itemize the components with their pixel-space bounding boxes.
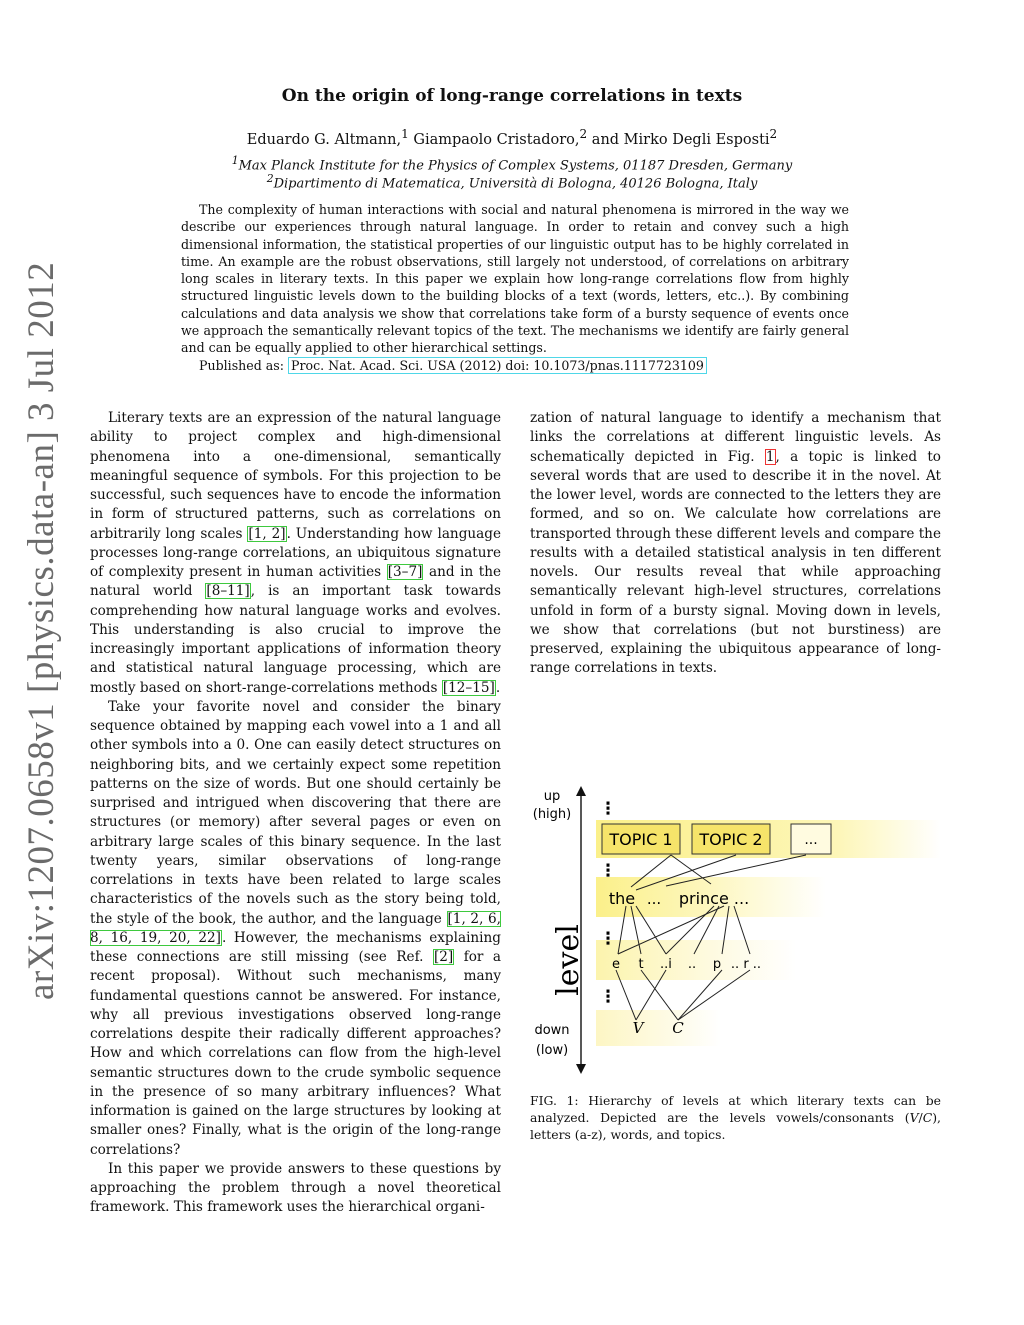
caption-text-2: ), letters (a-z), words, and topics. bbox=[530, 1110, 941, 1142]
letter-t: t bbox=[638, 957, 644, 972]
axis-down-label: down bbox=[534, 1023, 570, 1038]
author-3: and Mirko Degli Esposti bbox=[591, 131, 770, 148]
hierarchy-diagram bbox=[526, 782, 946, 1082]
paper-title: On the origin of long-range correlations in texts bbox=[281, 86, 743, 106]
author-list bbox=[0, 127, 1024, 148]
letter-i: ..i bbox=[660, 957, 672, 972]
abstract-text: The complexity of human interactions with social and natural phenomena is mirrored in the way we describe our experiences through natural language. In order to retain and convey such a high dimensional information, the statistical properties of our linguistic output has to be highly correlated in time. An example are the robust observations, still largely not understood, of correlations on arbitrary long scales in literary texts. In this paper we explain how long-range correlations flow from highly structured linguistic levels down to the building blocks of a text (words, letters, etc..). By combining calculations and data analysis we show that correlations take form of a bursty sequence of events once we approach the semantically relevant topics of the text. The mechanisms we identify are fairly general and can be equally applied to other hierarchical settings. bbox=[181, 202, 849, 356]
topic-2-label: TOPIC 2 bbox=[699, 830, 763, 849]
p1-text-3: and in the natural world bbox=[90, 564, 502, 600]
axis-up-sub-label: (high) bbox=[532, 807, 572, 822]
axis-up-label: up bbox=[543, 789, 561, 804]
published-as-label: Published as: bbox=[199, 357, 285, 373]
paragraph-1 bbox=[90, 409, 501, 698]
paragraph-4 bbox=[530, 409, 941, 679]
p4-text-2: , a topic is linked to several words that are used to describe it in the novel. At the lower level, words are connected to the letters they are formed, and so on. We calculate how correlations are transported through these different levels and compare the results with a detailed statistical analysis in ten different novels. Our results reveal that while approaching semantically relevant high-level structures, correlations unfold in form of a bursty signal. Moving down in levels, we show that correlations (but not burstiness) are preserved, explaining the ubiquitous appearance of long-range correlations in texts. bbox=[530, 448, 941, 677]
right-column bbox=[530, 409, 941, 679]
arrow-up-icon bbox=[576, 786, 586, 796]
affiliation-1-sup: 1 bbox=[231, 154, 239, 167]
author-2: Giampaolo Cristadoro, bbox=[413, 131, 580, 148]
p2-text-1: Take your favorite novel and consider the binary sequence obtained by mapping each vowel into a 1 and all other symbols into a 0. One can easily detect structures on neighboring bits, and we certainly expect some repetition patterns on the size of words. But one should certainly be surprised and intrigued when discovering that there are structures (or memory) after several pages or even on arbitrary large scales of this binary sequence. In the last twenty years, similar observations of long-range correlations in texts have been related to large scales characteristics of the novels such as the story being told, the style of the book, the author, and the language bbox=[90, 698, 501, 927]
topic-1-label: TOPIC 1 bbox=[609, 830, 673, 849]
ellipsis-icon: ⋮ bbox=[599, 987, 617, 1007]
affiliation-1 bbox=[0, 154, 1024, 173]
citation-link[interactable]: [8–11] bbox=[206, 583, 250, 600]
p2-text-3: for a recent proposal). Without such mechanisms, many fundamental questions cannot be answered. For instance, why all previous investigations observed long-range correlations despite their radically different approaches? How and which correlations can flow from the high-level semantic structures down to the crude symbolic sequence in the presence of so many arbitrary influences? What information is gained on the large structures by looking at smaller ones? Finally, what is the origin of the long-range correlations? bbox=[90, 949, 501, 1158]
caption-label: FIG. 1: bbox=[530, 1093, 579, 1108]
published-as bbox=[181, 357, 849, 374]
axis-level-label: level bbox=[551, 924, 586, 996]
p4-text-1: zation of natural language to identify a mechanism that links the correlations at different linguistic levels. As schematically depicted in Fig. bbox=[530, 410, 941, 465]
citation-link[interactable]: [2] bbox=[433, 949, 454, 965]
topic-more-label: ... bbox=[804, 832, 818, 848]
axis-down-sub-label: (low) bbox=[535, 1043, 569, 1058]
letter-dots: .. bbox=[687, 957, 697, 972]
figure-1 bbox=[526, 782, 946, 1082]
caption-c: C bbox=[922, 1110, 933, 1125]
affiliation-2-sup: 2 bbox=[266, 172, 274, 185]
letter-e: e bbox=[612, 957, 620, 972]
figure-caption bbox=[530, 1092, 941, 1143]
ellipsis-icon: ⋮ bbox=[599, 929, 617, 949]
p1-text-2: . Understanding how language processes long-range correlations, an ubiquitous signature of complexity present in human activities bbox=[90, 525, 501, 580]
word-ellipsis: ... bbox=[646, 890, 662, 908]
caption-text: Hierarchy of levels at which literary texts can be analyzed. Depicted are the levels vowels/consonants ( bbox=[530, 1093, 941, 1125]
abstract bbox=[181, 201, 849, 374]
arrow-down-icon bbox=[576, 1064, 586, 1074]
author-2-sup: 2 bbox=[579, 127, 588, 141]
affiliation-1-text: Max Planck Institute for the Physics of Complex Systems, 01187 Dresden, Germany bbox=[238, 158, 793, 174]
vowel-level-band bbox=[596, 1010, 721, 1046]
letter-p: p bbox=[712, 957, 722, 972]
consonant-symbol: C bbox=[672, 1019, 684, 1037]
vowel-symbol: V bbox=[632, 1019, 644, 1037]
p1-text-4: , is an important task towards comprehending how natural language works and evolves. This understanding is also crucial to improve the increasingly important applications of information theory and statistical natural language processing, which are mostly based on short-range-correlations methods bbox=[90, 583, 501, 696]
affiliation-2 bbox=[0, 172, 1024, 191]
p1-text-5: . bbox=[495, 679, 501, 696]
arxiv-stamp: arXiv:1207.0658v1 [physics.data-an] 3 Jul 2012 bbox=[21, 261, 62, 1000]
word-prince: prince ... bbox=[678, 889, 750, 908]
paragraph-3: In this paper we provide answers to these questions by approaching the problem through a novel theoretical framework. This framework uses the hierarchical organi- bbox=[90, 1160, 501, 1216]
p2-text-2: . However, the mechanisms explaining these connections are still missing (see Ref. bbox=[90, 929, 501, 965]
author-1-sup: 1 bbox=[401, 127, 409, 141]
citation-link[interactable]: [1, 2, 6, 8, 16, 19, 20, 22] bbox=[90, 910, 501, 946]
caption-sep: / bbox=[918, 1110, 923, 1125]
doi-link[interactable]: Proc. Nat. Acad. Sci. USA (2012) doi: 10.1073/pnas.1117723109 bbox=[288, 357, 707, 374]
author-3-sup: 2 bbox=[769, 127, 778, 141]
citation-link[interactable]: [1, 2] bbox=[248, 525, 286, 542]
p1-text-1: Literary texts are an expression of the natural language ability to project complex and high-dimensional phenomena into a one-dimensional, semantically meaningful sequence of symbols. For this projection to be successful, such sequences have to encode the information in form of structured patterns, such as correlations on arbitrarily long scales bbox=[90, 410, 501, 542]
left-column bbox=[90, 409, 501, 1218]
citation-link[interactable]: [3–7] bbox=[387, 564, 423, 580]
ellipsis-icon: ⋮ bbox=[599, 799, 617, 819]
ellipsis-icon: ⋮ bbox=[599, 861, 617, 881]
caption-v: V bbox=[909, 1110, 919, 1125]
letter-r: .. r .. bbox=[730, 957, 762, 972]
word-the: the bbox=[608, 889, 636, 908]
affiliation-2-text: Dipartimento di Matematica, Università di Bologna, 40126 Bologna, Italy bbox=[273, 176, 758, 192]
citation-link[interactable]: [12–15] bbox=[442, 679, 495, 696]
figure-link[interactable]: 1 bbox=[765, 448, 775, 465]
author-1: Eduardo G. Altmann, bbox=[246, 131, 402, 148]
paragraph-2 bbox=[90, 698, 501, 1160]
